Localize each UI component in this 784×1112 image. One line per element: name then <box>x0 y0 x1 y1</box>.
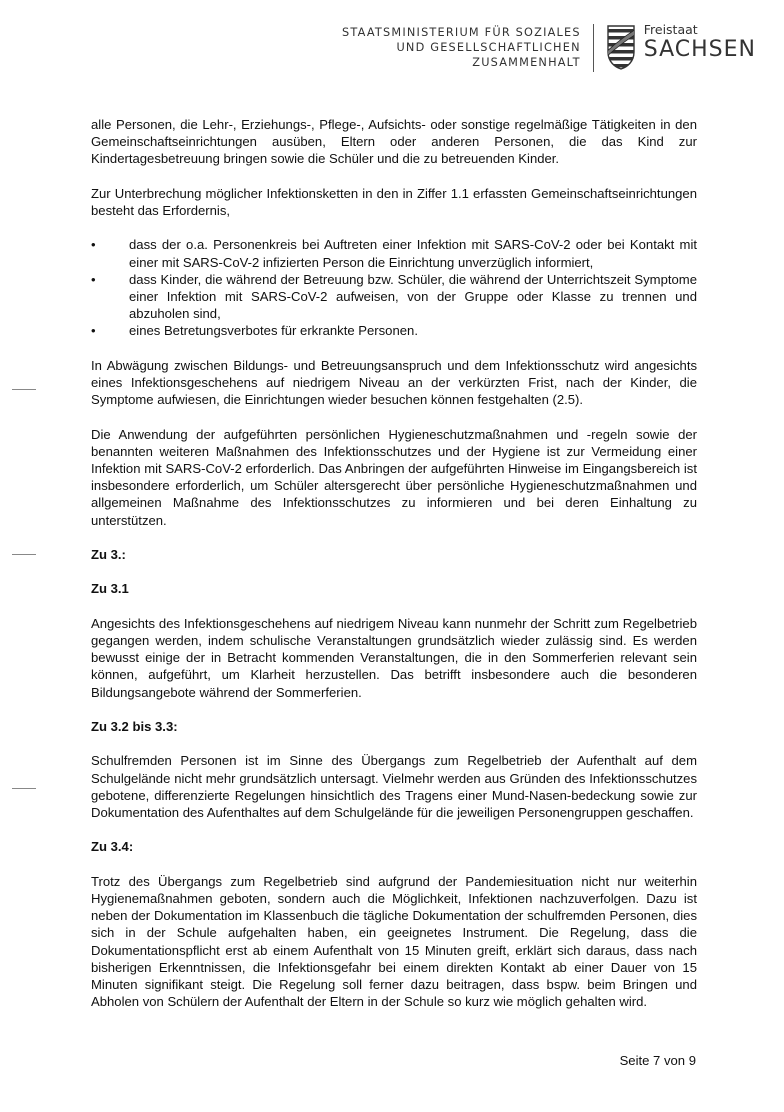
list-item <box>91 236 697 270</box>
paragraph: Trotz des Übergangs zum Regelbetrieb sind aufgrund der Pandemiesituation nicht nur weiterhin Hygienemaßnahmen geboten, sondern auch die Möglichkeit, Infektionen nachzuverfolgen. Dazu ist neben der Dokumentation im Klassenbuch die tägliche Dokumentation der schulfremden Personen, dies sich in der Schule aufgehalten haben, ein geeignetes Instrument. Die Regelung, dass die Dokumentationspflicht erst ab einem Aufenthalt von 15 Minuten greift, erklärt sich daraus, dass nach bisherigen Erkenntnissen, die Infektionsgefahr bei einem direkten Kontakt ab einer Dauer von 15 Minuten signifikant steigt. Die Regelung soll ferner dazu beitragen, dass bspw. beim Bringen und Abholen von Schülern der Aufenthalt der Eltern in der Schule so kurz wie möglich gehalten wird. <box>91 873 697 1010</box>
paragraph: In Abwägung zwischen Bildungs- und Betreuungsanspruch und dem Infektionsschutz wird angesichts eines Infektionsgeschehens auf niedrigem Niveau an der verkürzten Frist, nach der Kinder, die Symptome aufwiesen, die Einrichtungen wieder besuchen können festgehalten (2.5). <box>91 357 697 408</box>
document-body <box>91 116 697 1028</box>
bullet-icon: • <box>91 237 96 253</box>
list-item <box>91 322 697 339</box>
subsection-heading: Zu 3.1 <box>91 581 129 597</box>
ministry-line-2: UND GESELLSCHAFTLICHEN <box>396 41 581 54</box>
paragraph: Schulfremden Personen ist im Sinne des Übergangs zum Regelbetrieb der Aufenthalt auf dem Schulgelände nicht mehr grundsätzlich untersagt. Vielmehr werden aus Gründen des Infektionsschutzes gebotene, differenzierte Regelungen hinsichtlich des Tragens einer Mund-Nasen-bedeckung sowie zur Dokumentation des Aufenthaltes auf dem Schulgelände für die jeweiligen Personengruppen geschaffen. <box>91 753 697 820</box>
page-number: Seite 7 von 9 <box>619 1053 696 1068</box>
subsection-heading: Zu 3.2 bis 3.3: <box>91 718 178 734</box>
subsection-heading: Zu 3.4: <box>91 839 134 855</box>
letterhead <box>342 24 756 76</box>
list-item-text: dass der o.a. Personenkreis bei Auftreten einer Infektion mit SARS-CoV-2 oder bei Kontakt mit einer mit SARS-CoV-2 infizierten Person die Einrichtung unverzüglich informiert, <box>129 237 697 270</box>
margin-mark <box>12 554 36 555</box>
paragraph: alle Personen, die Lehr-, Erziehungs-, Pflege-, Aufsichts- oder sonstige regelmäßige Tätigkeiten in den Gemeinschaftseinrichtungen ausüben, Eltern oder anderen Personen, die das Kind zur Kindertagesbetreuung bringen sowie die Schüler und die zu betreuenden Kinder. <box>91 117 697 167</box>
freistaat-label: Freistaat <box>643 22 698 37</box>
header-divider <box>593 24 594 72</box>
list-item-text: eines Betretungsverbotes für erkrankte Personen. <box>129 323 418 339</box>
list-item-text: dass Kinder, die während der Betreuung bzw. Schüler, die während der Unterrichtszeit Symptome einer Infektion mit SARS-CoV-2 aufweisen, von der Gruppe oder Klasse zu trennen und abzuholen sind, <box>129 271 697 322</box>
ministry-name <box>342 24 593 70</box>
paragraph: Angesichts des Infektionsgeschehens auf niedrigem Niveau kann nunmehr der Schritt zum Regelbetrieb gegangen werden, indem schulische Veranstaltungen grundsätzlich wieder zulässig sind. Es werden bewusst einige der in Betracht kommenden Veranstaltungen, die in den Sommerferien relevant sein können, aufgeführt, um Klarheit herzustellen. Das betrifft insbesondere auch die besonderen Bildungsangebote während der Sommerferien. <box>91 615 697 700</box>
state-wordmark <box>644 24 756 61</box>
paragraph: Zur Unterbrechung möglicher Infektionsketten in den in Ziffer 1.1 erfassten Gemeinschaftseinrichtungen besteht das Erfordernis, <box>91 185 697 218</box>
bullet-list <box>91 236 697 339</box>
bullet-icon: • <box>91 271 96 287</box>
margin-mark <box>12 389 36 390</box>
margin-mark <box>12 788 36 789</box>
section-heading: Zu 3.: <box>91 547 126 562</box>
list-item <box>91 271 697 323</box>
ministry-line-1: STAATSMINISTERIUM FÜR SOZIALES <box>342 26 581 39</box>
paragraph: Die Anwendung der aufgeführten persönlichen Hygieneschutzmaßnahmen und -regeln sowie der benannten weiteren Maßnahmen des Infektionsschutzes und der Hygiene ist zur Vermeidung einer Infektion mit SARS-CoV-2 erforderlich. Das Anbringen der aufgeführten Hinweise im Eingangsbereich ist insbesondere erforderlich, um Schüler altersgerecht über persönliche Hygieneschutzmaßnahmen und allgemeinen Maßnahme des Infektionsschutzes zu informieren und bei deren Einhaltung zu unterstützen. <box>91 426 697 528</box>
bullet-icon: • <box>91 323 96 339</box>
ministry-line-3: ZUSAMMENHALT <box>472 56 581 69</box>
sachsen-label: SACHSEN <box>643 36 756 62</box>
saxony-coat-of-arms-icon <box>606 24 636 70</box>
